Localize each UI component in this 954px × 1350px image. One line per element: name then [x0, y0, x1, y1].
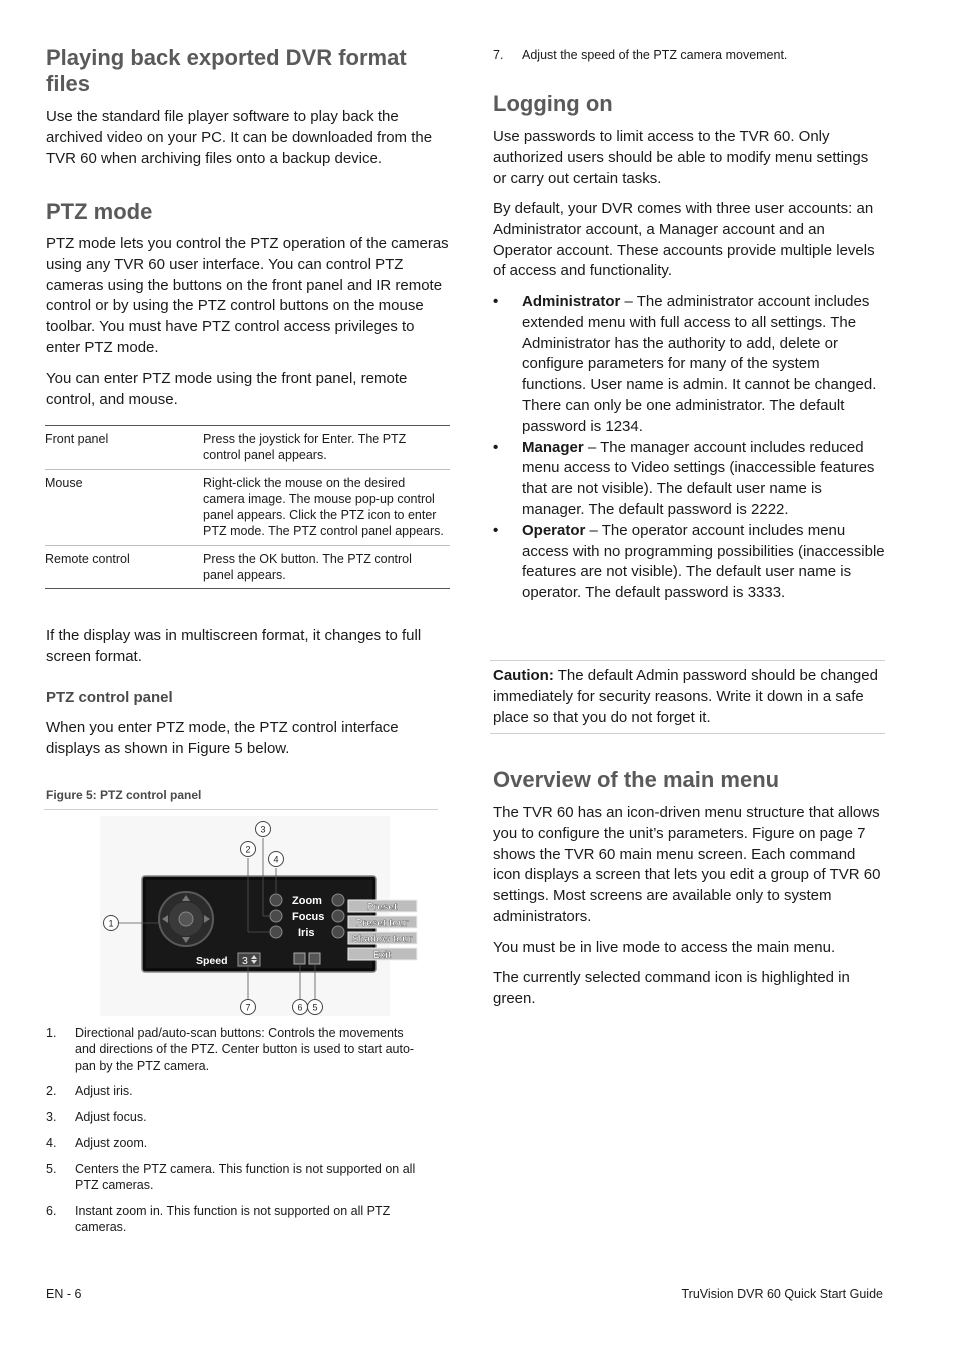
table-row [45, 426, 450, 470]
callout-4: 4 [273, 854, 279, 865]
list-item [46, 1083, 426, 1099]
list-item [46, 1203, 426, 1236]
heading-logging-on: Logging on [493, 91, 613, 116]
list-item [46, 1109, 426, 1125]
heading-ptz-control-panel: PTZ control panel [46, 689, 173, 706]
user-accounts-list [493, 292, 885, 604]
table-cell-method: Remote control [45, 545, 203, 589]
guide-title: TruVision DVR 60 Quick Start Guide [681, 1287, 883, 1301]
list-number: 7. [493, 48, 504, 62]
list-number: 6. [46, 1203, 57, 1218]
list-item [46, 1025, 426, 1074]
heading-ptz-mode: PTZ mode [46, 199, 153, 224]
iris-minus-button [270, 926, 282, 938]
main-menu-paragraph-1: The TVR 60 has an icon-driven menu structure that allows you to configure the unit’s parameters. Figure on page 7 shows the TVR 60 main menu screen. Each command icon displays a screen that lets you edit a group of TVR 60 settings. Most screens are available only to system administrators. [493, 804, 881, 925]
divider [44, 809, 438, 810]
figure-legend-list [46, 1025, 426, 1245]
list-number: 4. [46, 1135, 57, 1150]
zoom-label: Zoom [292, 895, 322, 907]
speed-label: Speed [196, 955, 228, 967]
role-text: – The manager account includes reduced menu access to Video settings (inaccessible features that are not visible). The default user name is manager. The default password is 2222. [522, 438, 875, 518]
table-row [45, 545, 450, 589]
list-text: Adjust the speed of the PTZ camera movement. [522, 48, 788, 62]
focus-plus-button [332, 910, 344, 922]
list-item [46, 1135, 426, 1151]
heading-main-menu: Overview of the main menu [493, 767, 780, 792]
ptz-mode-paragraph-3: If the display was in multiscreen format, it changes to full screen format. [46, 627, 422, 665]
callout-2: 2 [245, 844, 251, 855]
heading-playback: Playing back exported DVR format files [46, 45, 407, 96]
preset-tour-button: Preset tour [355, 918, 409, 929]
instant-zoom-icon [294, 953, 305, 964]
logging-on-paragraph-1: Use passwords to limit access to the TVR 60. Only authorized users should be able to modify menu settings or carry out certain tasks. [493, 128, 869, 187]
main-menu-paragraph-3: The currently selected command icon is highlighted in green. [493, 969, 850, 1007]
list-number: 3. [46, 1110, 57, 1125]
list-item [46, 1161, 426, 1194]
center-camera-icon [309, 953, 320, 964]
pad-center-button [179, 912, 193, 926]
control-panel-text: When you enter PTZ mode, the PTZ control interface displays as shown in Figure 5 below. [46, 719, 399, 757]
focus-minus-button [270, 910, 282, 922]
callout-6: 6 [297, 1002, 303, 1013]
bullet: • [493, 521, 499, 539]
role-name: Operator [522, 521, 586, 539]
caution-note [493, 666, 885, 728]
list-item [493, 47, 885, 63]
table-cell-method: Mouse [45, 469, 203, 545]
iris-plus-button [332, 926, 344, 938]
logging-on-paragraph-2: By default, your DVR comes with three user accounts: an Administrator account, a Manager account and an Operator account. These accounts provide multiple levels of access and functionality. [493, 200, 875, 280]
list-number: 1. [46, 1026, 57, 1040]
caution-label: Caution: [493, 667, 554, 684]
callout-1: 1 [108, 918, 114, 929]
callout-7: 7 [245, 1002, 251, 1013]
exit-button: Exit [372, 950, 392, 961]
list-text: Centers the PTZ camera. This function is not supported on all PTZ cameras. [75, 1161, 416, 1193]
bullet: • [493, 293, 499, 310]
focus-label: Focus [292, 911, 325, 923]
zoom-plus-button [332, 894, 344, 906]
list-text: Instant zoom in. This function is not supported on all PTZ cameras. [75, 1203, 391, 1235]
caution-text: The default Admin password should be changed immediately for security reasons. Write it down in a safe place so that you do not forget it. [493, 667, 878, 726]
preset-button: Preset [366, 902, 398, 913]
divider [490, 660, 885, 661]
main-menu-paragraph-2: You must be in live mode to access the main menu. [493, 939, 836, 956]
list-text: Adjust zoom. [75, 1135, 148, 1150]
list-item-administrator [493, 292, 885, 438]
shadow-tour-button: Shadow tour [351, 934, 413, 945]
playback-text: Use the standard file player software to play back the archived video on your PC. It can be downloaded from the TVR 60 when archiving files onto a backup device. [46, 108, 433, 167]
list-text: Adjust iris. [75, 1084, 133, 1099]
table-row [45, 469, 450, 545]
list-item-manager [493, 438, 885, 521]
iris-label: Iris [298, 927, 315, 939]
ptz-control-panel-figure [100, 816, 413, 1016]
speed-value: 3 [242, 955, 248, 967]
callout-3: 3 [260, 824, 266, 835]
list-item-operator [493, 521, 885, 604]
callout-5: 5 [312, 1002, 318, 1013]
table-cell-method: Front panel [45, 426, 203, 470]
table-cell-action: Right-click the mouse on the desired camera image. The mouse pop-up control panel appears. Click the PTZ icon to enter PTZ mode. The PTZ control panel appears. [203, 469, 450, 545]
bullet: • [493, 438, 499, 456]
role-name: Manager [522, 438, 584, 456]
list-number: 5. [46, 1161, 57, 1176]
ptz-mode-paragraph-2: You can enter PTZ mode using the front panel, remote control, and mouse. [46, 370, 408, 408]
figure-legend-list-continued [493, 47, 885, 73]
ptz-entry-table [45, 425, 450, 589]
page-number: EN - 6 [46, 1287, 82, 1301]
role-text: – The administrator account includes extended menu with full access to all settings. The Administrator has the authority to add, delete or configure parameters for many of the system functions. User name is admin. It cannot be changed. There can only be one administrator. The default password is 1234. [522, 293, 877, 435]
figure-caption: Figure 5: PTZ control panel [46, 788, 202, 802]
role-text: – The operator account includes menu access with no programming possibilities (inaccessible features are not visible). The default user name is operator. The default password is 3333. [522, 521, 885, 602]
ptz-mode-paragraph-1: PTZ mode lets you control the PTZ operation of the cameras using any TVR 60 user interface. You can control PTZ cameras using the buttons on the front panel and IR remote control or by using the PTZ control buttons on the mouse toolbar. You must have PTZ control access privileges to enter PTZ mode. [46, 235, 449, 356]
table-cell-action: Press the OK button. The PTZ control panel appears. [203, 545, 450, 589]
divider [490, 733, 885, 734]
role-name: Administrator [522, 293, 621, 310]
list-text: Directional pad/auto-scan buttons: Controls the movements and directions of the PTZ. Center button is used to start auto-pan by the PTZ camera. [75, 1026, 415, 1073]
zoom-minus-button [270, 894, 282, 906]
table-cell-action: Press the joystick for Enter. The PTZ control panel appears. [203, 426, 450, 470]
list-number: 2. [46, 1084, 57, 1099]
list-text: Adjust focus. [75, 1110, 147, 1125]
